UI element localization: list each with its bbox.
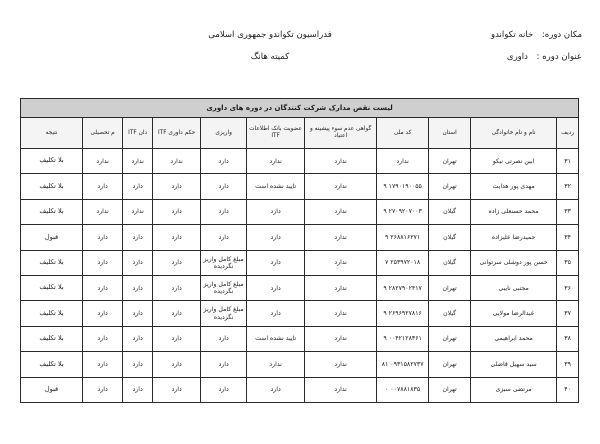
itf-membership: دارد (247, 275, 305, 300)
table-row (21, 250, 579, 275)
table-header-row (21, 118, 579, 149)
province-cell: تهران (429, 275, 471, 300)
row-number: ۳۶ (557, 275, 579, 300)
education-cert: دارد (83, 326, 123, 351)
payment-status: مبلغ کامل واریز نگردیده (201, 275, 247, 300)
column-header: گواهی عدم سوء پیشینه و اعتیاد (305, 118, 377, 149)
course-info (412, 30, 582, 74)
itf-dan: ندارد (123, 199, 153, 224)
table-row (21, 275, 579, 300)
national-code: ۲۶۸۸۱۶۲۷۱ ۹ (377, 225, 429, 250)
education-cert: دارد (83, 377, 123, 402)
itf-ruling: دارد (153, 199, 201, 224)
national-code: ۲۶۹۶۹۲۷۸۱۶ ۹ (377, 301, 429, 326)
payment-status: دارد (201, 174, 247, 199)
itf-dan: دارد (123, 225, 153, 250)
national-code: ندارد (377, 149, 429, 174)
table-row (21, 326, 579, 351)
course-title-value: داوری (506, 52, 528, 62)
background-certificate: ندارد (305, 377, 377, 402)
itf-membership: ندارد (247, 149, 305, 174)
background-certificate: ندارد (305, 225, 377, 250)
itf-ruling: دارد (153, 301, 201, 326)
result-status: بلا تکلیف (21, 149, 83, 174)
table-row (21, 149, 579, 174)
province-cell: گیلان (429, 199, 471, 224)
payment-status: دارد (201, 377, 247, 402)
payment-status: مبلغ کامل واریز نگردیده (201, 301, 247, 326)
itf-membership: دارد (247, 199, 305, 224)
education-cert: دارد (83, 301, 123, 326)
trainee-name: مرتضی سبزی (471, 377, 557, 402)
itf-ruling: دارد (153, 377, 201, 402)
itf-membership: ندارد (247, 352, 305, 377)
trainee-name: حمیدرضا علیزاده (471, 225, 557, 250)
national-code: ۰۹۳۱۵۸۲۷۳۷ ۸۱ (377, 352, 429, 377)
table-row (21, 225, 579, 250)
province-cell: تهران (429, 352, 471, 377)
itf-ruling: ندارد (153, 149, 201, 174)
background-certificate: ندارد (305, 250, 377, 275)
itf-dan: دارد (123, 377, 153, 402)
column-header: دان ITF (123, 118, 153, 149)
organization-header (175, 30, 365, 74)
itf-ruling: دارد (153, 174, 201, 199)
trainee-name: محمد ابراهیمی (471, 326, 557, 351)
result-status: بلا تکلیف (21, 301, 83, 326)
trainee-name: مهدی پور هدایت (471, 174, 557, 199)
itf-membership: دارد (247, 301, 305, 326)
itf-dan: دارد (123, 250, 153, 275)
national-code: ۲۸۲۷۹۰۲۴۱۷ ۹ (377, 275, 429, 300)
course-title-line (412, 52, 582, 74)
table-title-row (21, 99, 579, 118)
national-code: ۰۰۴۲۱۲۸۳۶۱ ۹ (377, 326, 429, 351)
result-status: قبول (21, 225, 83, 250)
province-cell: تهران (429, 149, 471, 174)
course-place-line (412, 30, 582, 52)
itf-membership: دارد (247, 377, 305, 402)
result-status: بلا تکلیف (21, 275, 83, 300)
column-header: نام و نام خانوادگی (471, 118, 557, 149)
table-row (21, 199, 579, 224)
result-status: بلا تکلیف (21, 326, 83, 351)
row-number: ۳۴ (557, 225, 579, 250)
education-cert: دارد (83, 352, 123, 377)
education-cert: ندارد (83, 199, 123, 224)
itf-dan: دارد (123, 301, 153, 326)
payment-status: دارد (201, 199, 247, 224)
table-row (21, 352, 579, 377)
trainee-name: مجتبی نایبی (471, 275, 557, 300)
row-number: ۳۳ (557, 199, 579, 224)
committee-name: کمیته هانگ (250, 52, 290, 62)
itf-membership: تایید نشده است (247, 326, 305, 351)
itf-ruling: دارد (153, 250, 201, 275)
table-title: لیست نقص مدارک شرکت کنندگان در دوره های داوری (21, 99, 579, 118)
result-status: بلا تکلیف (21, 352, 83, 377)
itf-ruling: دارد (153, 275, 201, 300)
education-cert: دارد (83, 174, 123, 199)
itf-ruling: دارد (153, 326, 201, 351)
background-certificate: ندارد (305, 352, 377, 377)
result-status: بلا تکلیف (21, 199, 83, 224)
federation-name: فدراسیون تکواندو جمهوری اسلامی (208, 30, 332, 40)
result-status: بلا تکلیف (21, 250, 83, 275)
deficiency-table-container (20, 98, 578, 403)
background-certificate: ندارد (305, 199, 377, 224)
row-number: ۳۵ (557, 250, 579, 275)
column-header: کد ملی (377, 118, 429, 149)
table-row (21, 301, 579, 326)
column-header: م تحصیلی (83, 118, 123, 149)
itf-dan: ندارد (123, 149, 153, 174)
itf-membership: دارد (247, 250, 305, 275)
itf-dan: دارد (123, 174, 153, 199)
result-status: بلا تکلیف (21, 174, 83, 199)
row-number: ۴۰ (557, 377, 579, 402)
column-header: واریزی (201, 118, 247, 149)
province-cell: تهران (429, 377, 471, 402)
province-cell: گیلان (429, 225, 471, 250)
province-cell: گیلان (429, 301, 471, 326)
place-value: خانه تکواندو (490, 30, 534, 40)
national-code: ۰۰۷۸۸۱۸۳۵ ۰ (377, 377, 429, 402)
table-row (21, 174, 579, 199)
row-number: ۳۹ (557, 352, 579, 377)
payment-status: دارد (201, 225, 247, 250)
row-number: ۳۸ (557, 326, 579, 351)
background-certificate: ندارد (305, 275, 377, 300)
column-header: ردیف (557, 118, 579, 149)
deficiency-table (20, 98, 579, 403)
column-header: استان (429, 118, 471, 149)
national-code: ۱۷۹۰۱۹۰۰۵۵ ۹ (377, 174, 429, 199)
trainee-name: محمد حسنعلی زاده (471, 199, 557, 224)
payment-status: دارد (201, 352, 247, 377)
result-status: قبول (21, 377, 83, 402)
itf-dan: دارد (123, 275, 153, 300)
education-cert: ندارد (83, 149, 123, 174)
itf-dan: دارد (123, 352, 153, 377)
column-header: نتیجه (21, 118, 83, 149)
payment-status: دارد (201, 326, 247, 351)
background-certificate: ندارد (305, 149, 377, 174)
payment-status: مبلغ کامل واریز نگردیده (201, 250, 247, 275)
trainee-name: عبدالرضا مولایی (471, 301, 557, 326)
column-header: حکم داوری ITF (153, 118, 201, 149)
province-cell: گیلان (429, 250, 471, 275)
itf-membership: تایید نشده است (247, 174, 305, 199)
column-header: عضویت بانک اطلاعات ITF (247, 118, 305, 149)
background-certificate: ندارد (305, 326, 377, 351)
national-code: ۲۷۰۹۲۰۷۰۰۳ ۹ (377, 199, 429, 224)
education-cert: دارد (83, 250, 123, 275)
trainee-name: ابین نصرتی نیکو (471, 149, 557, 174)
education-cert: دارد (83, 225, 123, 250)
national-code: ۲۵۳۹۷۲۰۱۸ ۷ (377, 250, 429, 275)
itf-ruling: دارد (153, 352, 201, 377)
row-number: ۳۱ (557, 149, 579, 174)
background-certificate: ندارد (305, 174, 377, 199)
province-cell: تهران (429, 326, 471, 351)
trainee-name: حسن پور دوشلی سرتوانی (471, 250, 557, 275)
payment-status: دارد (201, 149, 247, 174)
background-certificate: ندارد (305, 301, 377, 326)
row-number: ۳۲ (557, 174, 579, 199)
row-number: ۳۷ (557, 301, 579, 326)
itf-membership: دارد (247, 225, 305, 250)
itf-dan: دارد (123, 326, 153, 351)
province-cell: تهران (429, 174, 471, 199)
table-row (21, 377, 579, 402)
education-cert: دارد (83, 275, 123, 300)
course-title-label: عنوان دوره : (536, 52, 582, 62)
trainee-name: سید سهیل قاضلی (471, 352, 557, 377)
place-label: مکان دوره: (541, 30, 582, 40)
itf-ruling: دارد (153, 225, 201, 250)
